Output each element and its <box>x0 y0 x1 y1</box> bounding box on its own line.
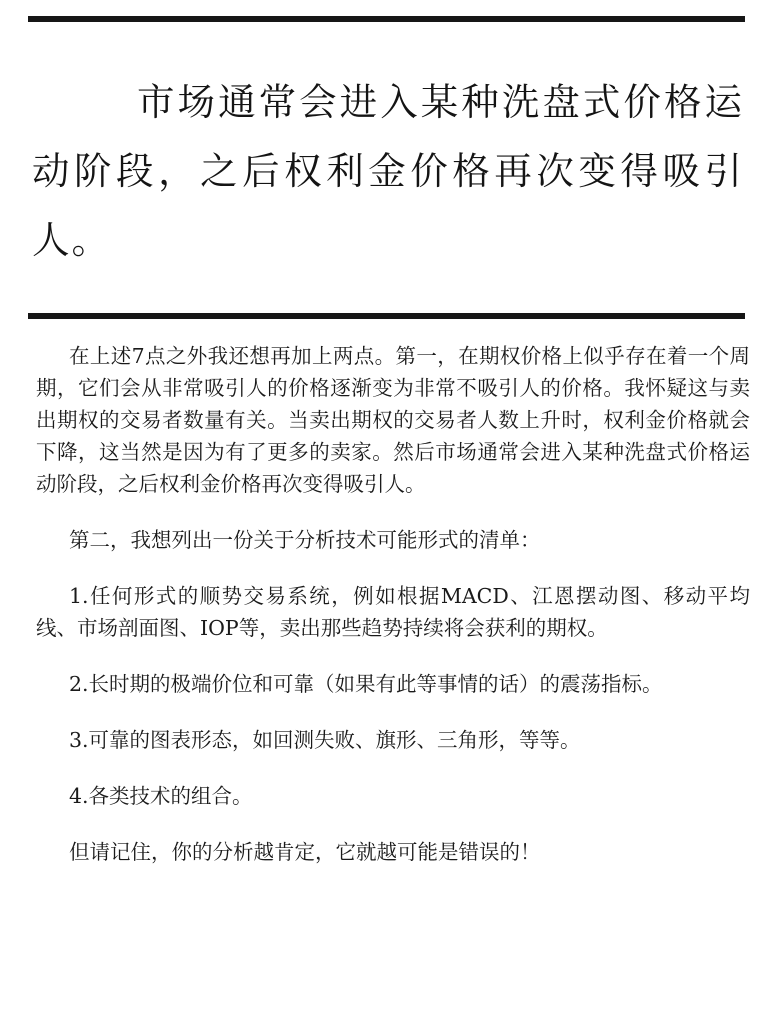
paragraph-closing: 但请记住，你的分析越肯定，它就越可能是错误的！ <box>69 840 541 864</box>
body-text <box>36 340 750 868</box>
paragraph-intro: 在上述7点之外我还想再加上两点。第一，在期权价格上似乎存在着一个周期，它们会从非常吸引人的价格逐渐变为非常不吸引人的价格。我怀疑这与卖出期权的交易者数量有关。当卖出期权的交易者人数上升时，权利金价格就会下降，这当然是因为有了更多的卖家。然后市场通常会进入某种洗盘式价格运动阶段，之后权利金价格再次变得吸引人。 <box>36 344 750 496</box>
list-item-3: 3.可靠的图表形态，如回测失败、旗形、三角形，等等。 <box>69 728 581 752</box>
list-item-4: 4.各类技术的组合。 <box>69 784 253 808</box>
list-item-2: 2.长时期的极端价位和可靠（如果有此等事情的话）的震荡指标。 <box>69 672 663 696</box>
paragraph-second-point: 第二，我想列出一份关于分析技术可能形式的清单： <box>69 528 541 552</box>
pull-quote: 市场通常会进入某种洗盘式价格运动阶段，之后权利金价格再次变得吸引人。 <box>32 80 744 262</box>
list-item-1: 1.任何形式的顺势交易系统，例如根据MACD、江恩摆动图、移动平均线、市场剖面图、IOP等，卖出那些趋势持续将会获利的期权。 <box>36 584 750 640</box>
bottom-rule <box>28 313 745 319</box>
top-rule <box>28 16 745 22</box>
